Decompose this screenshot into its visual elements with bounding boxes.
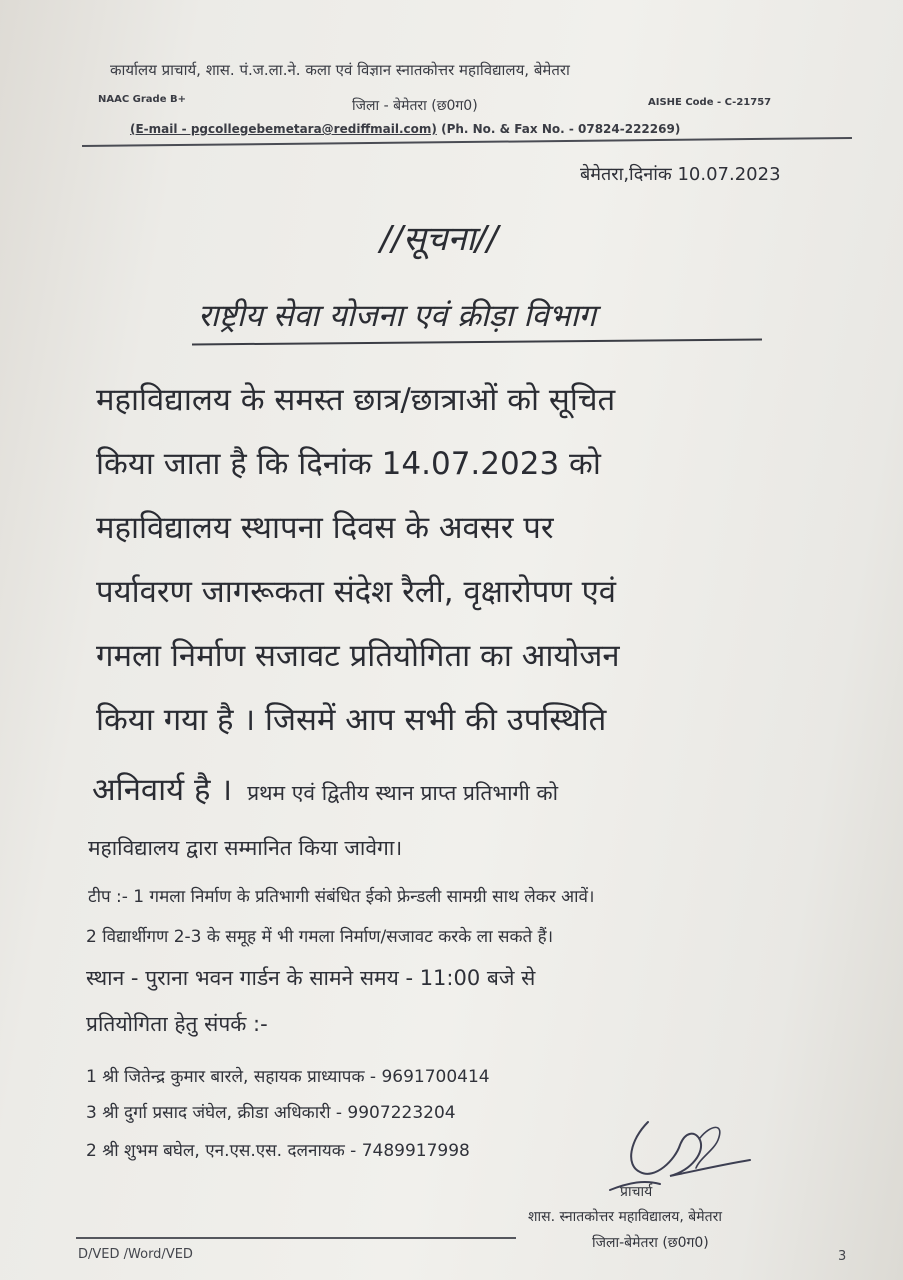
notice-date: बेमेतरा,दिनांक 10.07.2023 [580, 164, 781, 185]
body-line-1: महाविद्यालय के समस्त छात्र/छात्राओं को सूचित [96, 382, 616, 418]
letterhead-district: जिला - बेमेतरा (छ0ग0) [352, 98, 478, 114]
venue-time-line: स्थान - पुराना भवन गार्डन के सामने समय - 11:00 बजे से [86, 966, 536, 990]
signatory-title: प्राचार्य [620, 1184, 653, 1200]
body-line-4: पर्यावरण जागरूकता संदेश रैली, वृक्षारोपण एवं [96, 574, 616, 610]
phone-fax: (Ph. No. & Fax No. - 07824-222269) [441, 122, 681, 136]
body-line-2: किया जाता है कि दिनांक 14.07.2023 को [96, 446, 601, 482]
mandatory-text: अनिवार्य है । [92, 772, 233, 808]
tip-line-1: टीप :- 1 गमला निर्माण के प्रतिभागी संबंधित ईको फ्रेन्डली सामग्री साथ लेकर आवें। [88, 887, 595, 907]
office-letterhead: कार्यालय प्राचार्य, शास. पं.ज.ला.ने. कला एवं विज्ञान स्नातकोत्तर महाविद्यालय, बेमेतरा [110, 61, 570, 79]
prize-text: प्रथम एवं द्वितीय स्थान प्राप्त प्रतिभागी को [247, 781, 559, 805]
signatory-district: जिला-बेमेतरा (छ0ग0) [592, 1235, 709, 1251]
email-address: (E-mail - pgcollegebemetara@rediffmail.com) [130, 122, 437, 136]
body-line-3: महाविद्यालय स्थापना दिवस के अवसर पर [96, 510, 554, 546]
body-line-8: महाविद्यालय द्वारा सम्मानित किया जावेगा। [88, 836, 403, 860]
body-line-7 [92, 768, 558, 810]
contact-heading: प्रतियोगिता हेतु संपर्क :- [86, 1012, 268, 1036]
letterhead-divider [82, 137, 852, 147]
contact-item: 1 श्री जितेन्द्र कुमार बारले, सहायक प्राध्यापक - 9691700414 [86, 1067, 490, 1087]
naac-grade: NAAC Grade B+ [98, 94, 186, 105]
body-line-5: गमला निर्माण सजावट प्रतियोगिता का आयोजन [96, 638, 620, 674]
aishe-code: AISHE Code - C-21757 [648, 97, 772, 108]
notice-heading: //सूचना// [380, 219, 499, 259]
contact-item: 3 श्री दुर्गा प्रसाद जंघेल, क्रीडा अधिकारी - 9907223204 [86, 1103, 456, 1123]
body-line-6: किया गया है । जिसमें आप सभी की उपस्थिति [96, 702, 607, 738]
page-number: 3 [838, 1249, 847, 1264]
footer-reference: D/VED /Word/VED [78, 1247, 193, 1262]
department-heading: राष्ट्रीय सेवा योजना एवं क्रीड़ा विभाग [198, 298, 596, 334]
contact-info-row [130, 122, 680, 136]
contact-item: 2 श्री शुभम बघेल, एन.एस.एस. दलनायक - 7489917998 [86, 1141, 470, 1161]
department-underline [192, 339, 762, 346]
footer-divider [76, 1237, 516, 1239]
tip-line-2: 2 विद्यार्थीगण 2-3 के समूह में भी गमला निर्माण/सजावट करके ला सकते हैं। [86, 927, 554, 947]
signatory-college: शास. स्नातकोत्तर महाविद्यालय, बेमेतरा [528, 1209, 722, 1225]
